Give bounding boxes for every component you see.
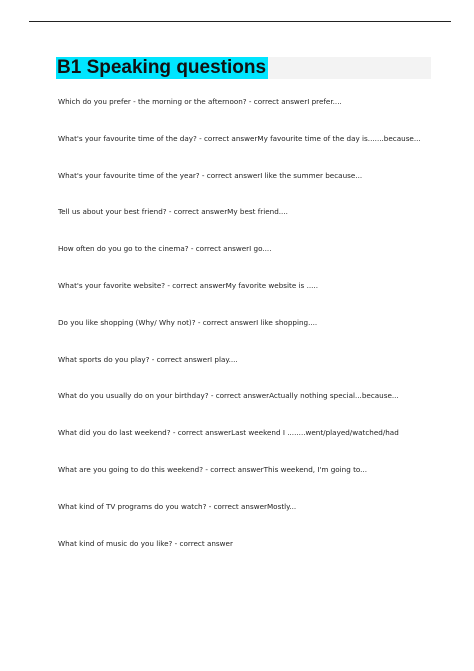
question-item: Which do you prefer - the morning or the afternoon? - correct answerI prefer.... bbox=[58, 97, 342, 106]
question-item: What do you usually do on your birthday? - correct answerActually nothing special...because... bbox=[58, 391, 399, 401]
top-divider bbox=[29, 21, 451, 22]
question-item: What's your favorite website? - correct answerMy favorite website is ..... bbox=[58, 280, 319, 290]
question-list bbox=[58, 97, 458, 575]
document-title: B1 Speaking questions bbox=[57, 57, 267, 78]
question-item: What did you do last weekend? - correct answerLast weekend I ........went/played/watched/had bbox=[58, 428, 399, 438]
question-item: Do you like shopping (Why/ Why not)? - correct answerI like shopping.... bbox=[58, 317, 318, 327]
question-item: How often do you go to the cinema? - correct answerI go.... bbox=[58, 244, 272, 254]
question-item: What's your favourite time of the day? - correct answerMy favourite time of the day is.......because... bbox=[58, 133, 421, 143]
question-item: Tell us about your best friend? - correct answerMy best friend.... bbox=[58, 207, 288, 217]
question-item: What sports do you play? - correct answerI play.... bbox=[58, 354, 238, 364]
question-item: What kind of music do you like? - correct answer bbox=[58, 538, 233, 548]
question-item: What are you going to do this weekend? - correct answerThis weekend, I'm going to... bbox=[58, 464, 368, 474]
question-item: What kind of TV programs do you watch? - correct answerMostly... bbox=[58, 501, 297, 511]
question-item: What's your favourite time of the year? - correct answerI like the summer because... bbox=[58, 170, 363, 180]
